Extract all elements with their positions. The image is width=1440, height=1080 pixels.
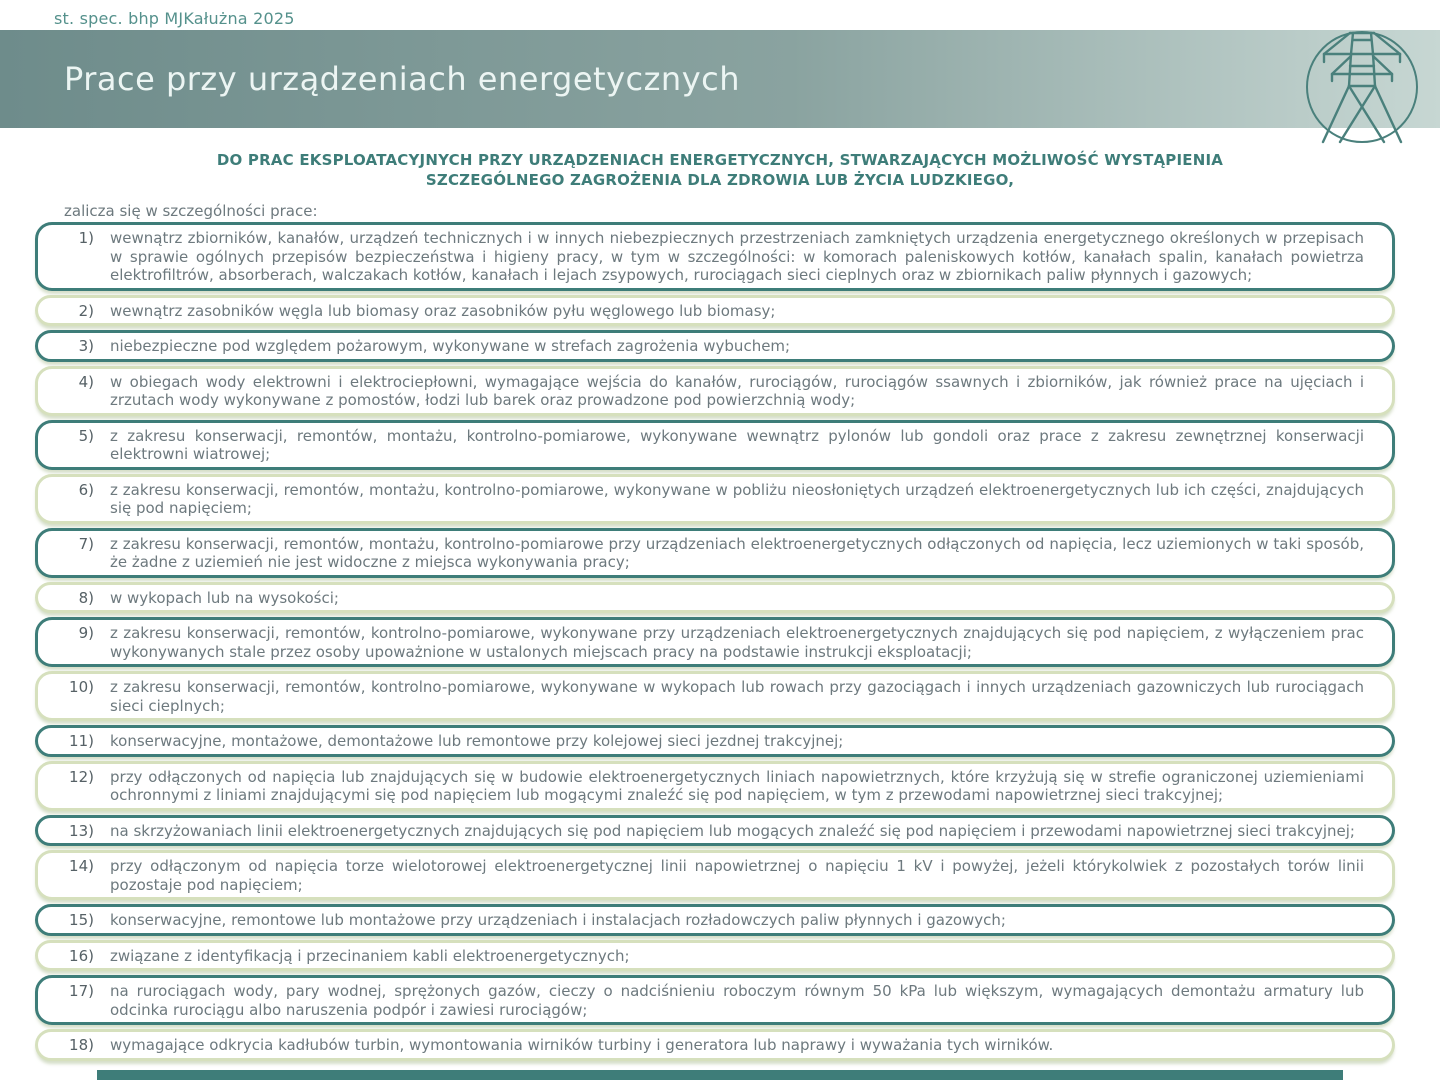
bottom-accent-bar	[97, 1070, 1343, 1080]
item-number: 14)	[69, 857, 94, 875]
item-number: 7)	[78, 534, 94, 553]
header-band	[0, 30, 1440, 128]
item-text: konserwacyjne, remontowe lub montażowe przy urządzeniach i instalacjach rozładowczych paliw płynnych i gazowych;	[110, 911, 1006, 929]
item-text: konserwacyjne, montażowe, demontażowe lub remontowe przy kolejowej sieci jezdnej trakcyjnej;	[110, 732, 844, 750]
item-number: 16)	[69, 946, 94, 965]
item-number: 8)	[78, 588, 94, 607]
item-number: 1)	[78, 229, 94, 247]
item-number: 15)	[69, 911, 94, 929]
intro-heading-line1: DO PRAC EKSPLOATACYJNYCH PRZY URZĄDZENIACH ENERGETYCZNYCH, STWARZAJĄCYCH MOŻLIWOŚĆ WYSTĄPIENIA	[216, 151, 1224, 169]
item-text: przy odłączonych od napięcia lub znajdujących się w budowie elektroenergetycznych liniach napowietrznych, które krzyżują się w strefie ograniczonej uziemieniami ochronnymi z liniami znajdującymi się pod napięciem lub mogącymi znaleźć się pod napięciem, w tym z przewodami napowietrznej sieci trakcyjnej;	[110, 767, 1364, 804]
work-list	[35, 222, 1395, 1061]
item-number: 4)	[78, 372, 94, 391]
item-text: na skrzyżowaniach linii elektroenergetycznych znajdujących się pod napięciem lub mogących znaleźć się pod napięciem i przewodami napowietrznej sieci trakcyjnej;	[110, 821, 1355, 840]
intro-heading-line2: SZCZEGÓLNEGO ZAGROŻENIA DLA ZDROWIA LUB ŻYCIA LUDZKIEGO,	[425, 171, 1015, 189]
list-item	[35, 222, 1395, 291]
item-text: na rurociągach wody, pary wodnej, sprężonych gazów, cieczy o nadciśnieniu roboczym równym 50 kPa lub większym, wymagających demontażu armatury lub odcinka rurociągu albo naruszenia podpór i zawiesi rurociągów;	[110, 982, 1364, 1019]
list-item	[35, 1029, 1395, 1061]
list-item	[35, 474, 1395, 524]
list-item	[35, 725, 1395, 757]
item-number: 10)	[69, 678, 94, 696]
item-number: 13)	[69, 821, 94, 840]
item-number: 9)	[78, 624, 94, 642]
item-text: wymagające odkrycia kadłubów turbin, wymontowania wirników turbiny i generatora lub naprawy i wyważania tych wirników.	[110, 1036, 1054, 1054]
list-item	[35, 528, 1395, 578]
item-text: przy odłączonym od napięcia torze wielotorowej elektroenergetycznej linii napowietrznej o napięciu 1 kV i powyżej, jeżeli którykolwiek z pozostałych torów linii pozostaje pod napięciem;	[110, 857, 1364, 894]
item-text: z zakresu konserwacji, remontów, kontrolno-pomiarowe, wykonywane przy urządzeniach elektroenergetycznych znajdujących się pod napięciem, z wyłączeniem prac wykonywanych stale przez osoby upoważnione w ustalonych miejscach pracy na podstawie instrukcji eksploatacji;	[110, 624, 1364, 661]
list-item	[35, 295, 1395, 327]
list-item	[35, 671, 1395, 721]
list-item	[35, 904, 1395, 936]
list-item	[35, 761, 1395, 811]
page-title: Prace przy urządzeniach energetycznych	[64, 60, 741, 98]
item-number: 17)	[69, 982, 94, 1000]
item-text: niebezpieczne pod względem pożarowym, wykonywane w strefach zagrożenia wybuchem;	[110, 337, 791, 355]
list-item	[35, 366, 1395, 416]
list-item	[35, 420, 1395, 470]
item-text: w obiegach wody elektrowni i elektrociepłowni, wymagające wejścia do kanałów, rurociągów, rurociągów ssawnych i zbiorników, jak również prace na ujęciach i zrzutach wody wykonywane z pomostów, łodzi lub barek oraz prowadzone pod powierzchnią wody;	[110, 372, 1364, 409]
list-item	[35, 850, 1395, 900]
list-item	[35, 617, 1395, 667]
credit-line: st. spec. bhp MJKałużna 2025	[54, 9, 295, 28]
item-text: związane z identyfikacją i przecinaniem kabli elektroenergetycznych;	[110, 946, 630, 965]
list-item	[35, 582, 1395, 614]
item-number: 6)	[78, 480, 94, 499]
item-text: z zakresu konserwacji, remontów, montażu, kontrolno-pomiarowe przy urządzeniach elektroenergetycznych odłączonych od napięcia, lecz uziemionych w taki sposób, że żadne z uziemień nie jest widoczne z miejsca wykonywania pracy;	[110, 534, 1364, 571]
item-text: w wykopach lub na wysokości;	[110, 588, 339, 607]
intro-heading	[0, 150, 1440, 190]
item-number: 5)	[78, 426, 94, 445]
item-text: z zakresu konserwacji, remontów, montażu, kontrolno-pomiarowe, wykonywane wewnątrz pylonów lub gondoli oraz prace z zakresu zewnętrznej konserwacji elektrowni wiatrowej;	[110, 426, 1364, 463]
lead-text: zalicza się w szczególności prace:	[64, 202, 318, 220]
item-number: 11)	[69, 732, 94, 750]
item-number: 12)	[69, 767, 94, 786]
list-item	[35, 815, 1395, 847]
item-number: 3)	[78, 337, 94, 355]
transmission-tower-icon	[1300, 24, 1424, 148]
item-number: 2)	[78, 301, 94, 320]
item-text: z zakresu konserwacji, remontów, montażu, kontrolno-pomiarowe, wykonywane w pobliżu nieosłoniętych urządzeń elektroenergetycznych lub ich części, znajdujących się pod napięciem;	[110, 480, 1364, 517]
item-text: wewnątrz zbiorników, kanałów, urządzeń technicznych i w innych niebezpiecznych przestrzeniach zamkniętych urządzenia energetycznego określonych w przepisach w sprawie ogólnych przepisów bezpieczeństwa i higieny pracy, w tym w szczególności: w komorach paleniskowych kotłów, kanałach spalin, kanałach powietrza elektrofiltrów, absorberach, walczakach kotłów, kanałach i lejach zsypowych, rurociągach sieci cieplnych oraz w zbiornikach paliw płynnych i gazowych;	[110, 229, 1364, 284]
list-item	[35, 975, 1395, 1025]
item-text: z zakresu konserwacji, remontów, kontrolno-pomiarowe, wykonywane w wykopach lub rowach przy gazociągach i innych urządzeniach gazowniczych lub rurociągach sieci cieplnych;	[110, 678, 1364, 715]
list-item	[35, 940, 1395, 972]
item-text: wewnątrz zasobników węgla lub biomasy oraz zasobników pyłu węglowego lub biomasy;	[110, 301, 776, 320]
list-item	[35, 330, 1395, 362]
item-number: 18)	[69, 1036, 94, 1054]
